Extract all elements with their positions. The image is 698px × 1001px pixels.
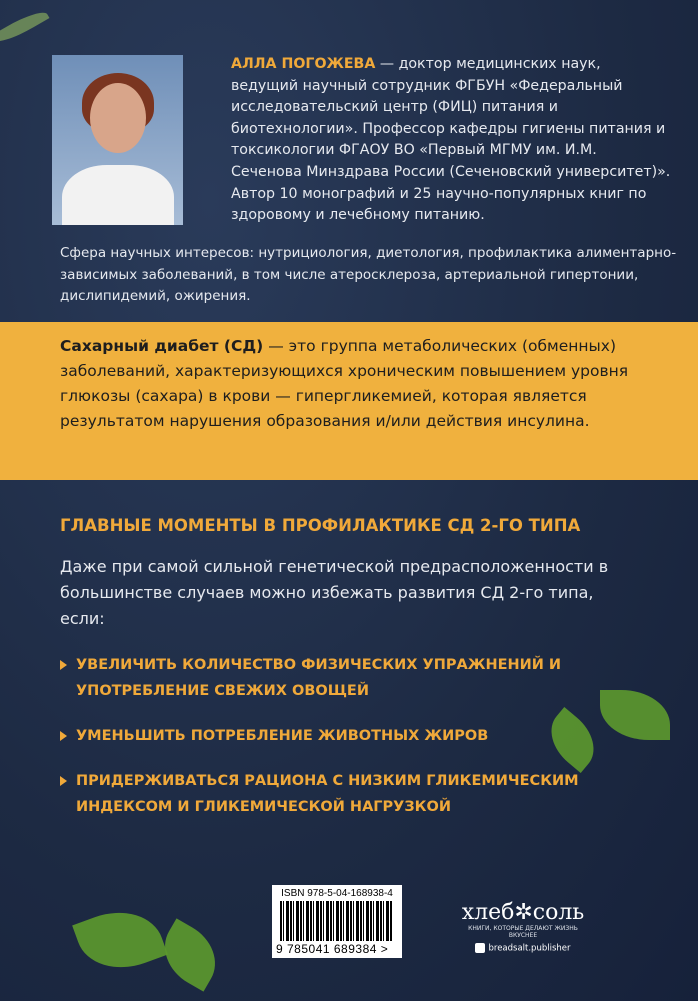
- publisher-social: breadsalt.publisher: [488, 943, 571, 954]
- author-photo: [52, 55, 183, 225]
- author-interests: Сфера научных интересов: нутрициология, диетология, профилактика алиментарно-зависимых заболеваний, в том числе атеросклероза, артериальной гипертонии, дислипидемий, ожирения.: [60, 245, 677, 304]
- author-bio: [231, 54, 671, 227]
- definition-term: Сахарный диабет (СД): [60, 337, 264, 355]
- list-item: [60, 768, 580, 820]
- vk-icon: [475, 943, 485, 953]
- section-heading: ГЛАВНЫЕ МОМЕНТЫ В ПРОФИЛАКТИКЕ СД 2-ГО ТИПА: [60, 516, 581, 535]
- barcode-number: 9 785041 689384 >: [276, 942, 389, 956]
- list-item-text: ПРИДЕРЖИВАТЬСЯ РАЦИОНА С НИЗКИМ ГЛИКЕМИЧЕСКИМ ИНДЕКСОМ И ГЛИКЕМИЧЕСКОЙ НАГРУЗКОЙ: [76, 773, 579, 815]
- list-item-text: УВЕЛИЧИТЬ КОЛИЧЕСТВО ФИЗИЧЕСКИХ УПРАЖНЕНИЙ И УПОТРЕБЛЕНИЕ СВЕЖИХ ОВОЩЕЙ: [76, 657, 562, 699]
- publisher-tagline: КНИГИ, КОТОРЫЕ ДЕЛАЮТ ЖИЗНЬ ВКУСНЕЕ: [468, 925, 578, 939]
- triangle-bullet-icon: [60, 776, 67, 786]
- isbn-barcode: [272, 885, 402, 958]
- list-item: [60, 723, 580, 749]
- isbn-text: ISBN 978-5-04-168938-4: [281, 888, 393, 899]
- barcode-bars: [280, 901, 392, 941]
- list-item: [60, 652, 580, 704]
- definition-text: — это группа метаболических (обменных) заболеваний, характеризующихся хроническим повышением уровня глюкозы (сахара) в крови — гипергликемией, которая является результатом нарушения образования и/или действия инсулина.: [60, 337, 629, 430]
- publisher-name: хлеб✲соль: [461, 900, 585, 925]
- list-item-text: УМЕНЬШИТЬ ПОТРЕБЛЕНИЕ ЖИВОТНЫХ ЖИРОВ: [76, 728, 489, 744]
- author-name: АЛЛА ПОГОЖЕВА: [231, 56, 376, 72]
- triangle-bullet-icon: [60, 731, 67, 741]
- bullet-list: [60, 652, 580, 839]
- triangle-bullet-icon: [60, 660, 67, 670]
- section-lead: Даже при самой сильной генетической предрасположенности в большинстве случаев можно избежать развития СД 2-го типа, если:: [60, 557, 609, 628]
- author-bio-text: — доктор медицинских наук, ведущий научный сотрудник ФГБУН «Федеральный исследовательский центр (ФИЦ) питания и биотехнологии». Профессор кафедры гигиены питания и токсикологии ФГАОУ ВО «Первый МГМУ им. И.М. Сеченова Минздрава России (Сеченовский университет)». Автор 10 монографий и 25 научно-популярных книг по здоровому и лечебному питанию.: [231, 56, 671, 224]
- publisher-logo: [458, 900, 588, 954]
- definition-band: [0, 322, 698, 480]
